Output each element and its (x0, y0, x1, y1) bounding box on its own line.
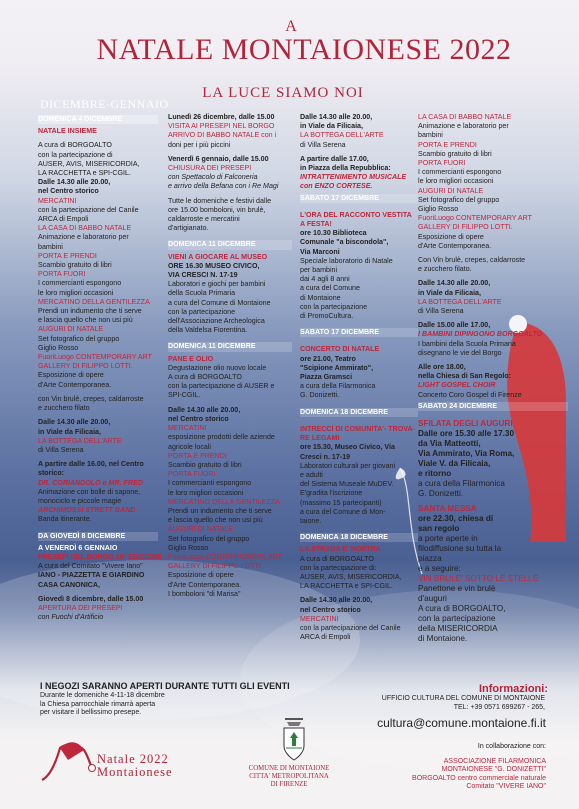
program-line: Prendi un indumento che ti serve (168, 506, 272, 515)
program-line: filodiffusione su tutta la (418, 544, 502, 554)
program-line: A VENERDÌ 6 GENNAIO (38, 543, 118, 552)
program-line: esposizione prodotti delle aziende (168, 433, 275, 442)
program-column-1 (38, 113, 162, 622)
program-line: a cura del Comune di Montaione (168, 298, 271, 307)
program-line: Dalle 14.30 alle 20.00, (38, 178, 111, 187)
program-line: e adulti (300, 470, 323, 479)
program-line: AUGURI DI NATALE (168, 525, 234, 534)
program-line: ore 21.00, Teatro (300, 354, 356, 363)
program-line: Set fotografico del gruppo (168, 534, 250, 543)
program-line: A cura del Comitato "Vivere Iano" (38, 562, 143, 571)
program-line: ore 10.30 Biblioteca (300, 229, 367, 238)
program-line: I bomboloni "di Marisa" (168, 589, 241, 598)
program-line: doni per i più piccini (168, 140, 231, 149)
program-line: FuoriLuogo CONTEMPORARY ART (38, 353, 152, 362)
program-line: a cura del Comune di Mon- (300, 507, 386, 516)
collab-line: In collaborazione con: (477, 743, 546, 750)
program-line: nel Centro storico (168, 414, 229, 423)
program-line: I commercianti espongono (38, 279, 122, 288)
program-line: Via Ammirato, Via Roma, (418, 449, 515, 459)
program-line: DOMENICA 11 DICEMBRE (168, 240, 292, 249)
program-line: VISITA AI PRESEPI NEL BORGO (168, 122, 275, 131)
program-line: Giglio Rosso (168, 543, 209, 552)
notice-body (40, 692, 165, 718)
subtitle: LA LUCE SIAMO NOI (202, 85, 364, 101)
program-line: Dalle 14.30 alle 20.00, (38, 418, 111, 427)
program-line: e ritorno (418, 469, 452, 479)
program-line: PORTA FUORI (168, 470, 216, 479)
program-line: per bambini (300, 266, 338, 275)
program-line: FuoriLuogo CONTEMPORARY ART (418, 214, 532, 223)
program-line: Comunale "a biscondola", (300, 238, 389, 247)
program-line: DR. CORIANDOLO e MR. FRED (38, 478, 143, 487)
program-line: Con Vin brulè, crepes, caldarroste (418, 256, 526, 265)
program-line: Esposizione di opere (168, 571, 234, 580)
program-line: FuoriLuogo CONTEMPORARY ART (168, 552, 282, 561)
program-line: con la partecipazione (168, 307, 236, 316)
program-line: con la partecipazione del Canile (300, 623, 401, 632)
program-line: PANE E OLIO (168, 354, 214, 363)
program-line: in Viale da Filicaia, (38, 427, 101, 436)
program-line: Set fotografico del gruppo (38, 334, 120, 343)
program-line: LA RACCHETTA e SPI-CGIL. (300, 582, 393, 591)
shops-open-notice: I NEGOZI SARANNO APERTI DURANTE TUTTI GLI EVENTI (40, 681, 290, 691)
program-line: SABATO 17 DICEMBRE (300, 328, 418, 337)
info-line: UFFICIO CULTURA DEL COMUNE DI MONTAIONE (381, 695, 545, 702)
program-line: bambini (38, 242, 63, 251)
program-line: DOMENICA 18 DICEMBRE (300, 408, 418, 417)
program-line: GALLERY DI FILIPPO LOTTI. (38, 362, 133, 371)
program-line: SABATO 17 DICEMBRE (300, 194, 418, 203)
program-line: ore 15.30, Museo Civico, Via (300, 443, 395, 452)
collab-line: Comitato "VIVERE IANO" (466, 783, 546, 791)
program-line: Concerto Coro Gospel di Firenze (418, 390, 522, 399)
program-line: con Fuochi d'Artificio (38, 613, 104, 622)
program-line: con ENZO CORTESE. (300, 182, 373, 191)
program-column-3 (300, 113, 418, 642)
program-line: PRESEPI NEL BORGO 16° EDIZIONE (38, 552, 162, 561)
spacer (300, 401, 418, 406)
info-line: TEL: +39 0571 699267 - 265, (453, 703, 545, 711)
program-line: G. Donizetti. (418, 489, 464, 499)
program-line: ARCHIMOSSI STRETT BAND (38, 506, 136, 515)
program-column-4 (418, 113, 568, 644)
program-line: SABATO 24 DICEMBRE (418, 402, 568, 411)
notice-line: Durante le domeniche 4-11-18 dicembre (40, 692, 165, 699)
program-line: ORE 16.30 MUSEO CIVICO, (168, 261, 260, 270)
program-line: della MISERICORDIA (418, 624, 498, 634)
program-line: agricole locali (168, 442, 211, 451)
program-line: con la partecipazione (418, 614, 496, 624)
program-line: DA GIOVEDÌ 8 DICEMBRE (38, 532, 158, 541)
program-line: dell'Associazione Archeologica (168, 317, 265, 326)
program-line: con la partecipazione di: (300, 563, 377, 572)
program-line: SFILATA DEGLI AUGURI (418, 419, 513, 429)
program-line: DOMENICA 18 DICEMBRE (300, 533, 418, 542)
program-line: SPI-CGIL. (168, 391, 201, 400)
program-line: CASA CANONICA, (38, 580, 101, 589)
program-line: con la partecipazione (300, 302, 368, 311)
program-line: MERCATINO DELLA GENTILEZZA (38, 297, 150, 306)
program-line: INTRATTENIMENTO MUSICALE (300, 173, 407, 182)
info-heading: Informazioni: (478, 683, 548, 695)
crest-caption (233, 765, 345, 790)
program-line: AUSER, AVIS, MISERICORDIA, (38, 159, 140, 168)
program-line: bambini (418, 131, 443, 140)
program-line: A FESTA! (300, 220, 332, 229)
program-line: piazza (418, 554, 442, 564)
collaboration-block (372, 743, 546, 792)
program-line: di Villa Serena (418, 307, 464, 316)
program-line: Giglio Rosso (418, 205, 459, 214)
program-line: Dalle 14.30 alle 20.00, (168, 405, 241, 414)
program-line: di Montaione (300, 293, 341, 302)
program-line: Laboratori e giochi per bambini (168, 280, 266, 289)
program-line: in Viale da Filicaia, (418, 288, 481, 297)
logo-line: Montaionese (97, 765, 173, 779)
program-line: I commercianti espongono (168, 479, 252, 488)
program-line: MERCATINI (300, 614, 339, 623)
program-line: A cura di BORGOALTO, (418, 604, 506, 614)
program-line: con Spettacolo di Falconeria (168, 173, 258, 182)
program-line: PORTA FUORI (38, 270, 86, 279)
program-line: e zucchero filato. (418, 265, 472, 274)
info-lines (300, 695, 545, 712)
program-line: d'Arte Contemporanea. (38, 380, 112, 389)
program-line: A partire dalle 16.00, nel Centro (38, 460, 144, 469)
program-line: VIN BRULE' SOTTO LE STELLE (418, 574, 539, 584)
program-line: con la partecipazione di AUSER e (168, 382, 275, 391)
program-line: d'auguri (418, 594, 447, 604)
program-line: Lunedì 26 dicembre, dalle 15.00 (168, 113, 275, 121)
program-line: ore 15.00 bomboloni, vin brulè, (168, 205, 266, 214)
program-column-2 (168, 113, 292, 599)
program-line: a cura della Filarmonica (418, 479, 505, 489)
program-line: AUSER, AVIS, MISERICORDIA, (300, 572, 402, 581)
logo-line: Natale 2022 (97, 752, 169, 766)
program-line: LA CASA DI BABBO NATALE (38, 224, 132, 233)
page-title: NATALE MONTAIONESE 2022 (96, 33, 512, 66)
program-line: Piazza Gramsci (300, 373, 353, 382)
program-line: e lascia quello che non usi più (38, 316, 133, 325)
program-line: Animazione e laboratorio per (418, 122, 509, 131)
program-line: Dalle 14.30 alle 20.00, (300, 113, 373, 121)
program-line: CONCERTO DI NATALE (300, 345, 380, 354)
program-line: d'artigianato. (168, 224, 209, 233)
program-line: ARCA di Empoli (38, 215, 89, 224)
program-line: Set fotografico del gruppo (418, 195, 500, 204)
spacer (168, 233, 292, 238)
program-line: di PromoCultura. (300, 312, 354, 321)
program-line: Dalle 14.30 alle 20.00, (418, 279, 491, 288)
program-line: Esposizione di opere (418, 232, 484, 241)
program-line: d'Arte Contemporanea. (418, 241, 492, 250)
crest-line: DI FIRENZE (270, 781, 308, 789)
program-line: CHIUSURA DEI PRESEPI (168, 164, 252, 173)
program-line: della Valdelsa Fiorentina. (168, 326, 248, 335)
collab-line: BORGOALTO centro commerciale naturale (412, 774, 546, 782)
program-line: del Sistema Museale MuDEV. (300, 480, 394, 489)
program-line: APERTURA DEI PRESEPI (38, 603, 123, 612)
program-line: e a seguire: (418, 564, 461, 574)
program-line: nel Centro storico (300, 605, 361, 614)
spacer (300, 526, 418, 531)
program-line: INTRECCI DI COMUNITA'- TROVA- (300, 424, 415, 433)
pre-title: A (285, 18, 297, 35)
program-line: PORTA E PRENDI (38, 251, 97, 260)
program-line: "Scipione Ammirato", (300, 363, 374, 372)
program-line: DOMENICA 4 DICEMBRE (38, 115, 158, 124)
program-line: AUGURI DI NATALE (418, 186, 484, 195)
program-line: VIA CRESCI N. 17-19 (168, 271, 238, 280)
program-line: Dalle ore 15.30 alle 17.30 (418, 429, 515, 439)
notice-line: per visitare il bellissimo presepe. (40, 709, 142, 717)
program-line: storico: (38, 469, 65, 478)
program-line: Via Marconi (300, 247, 340, 256)
program-line: L'ORA DEL RACCONTO VESTITA (300, 210, 412, 219)
program-line: LA BOTTEGA DELL'ARTE (300, 131, 384, 140)
program-line: AUGURI DI NATALE (38, 325, 104, 334)
program-line: Scambio gratuito di libri (418, 149, 492, 158)
program-line: PORTA E PRENDI (168, 451, 227, 460)
program-line: san regolo (418, 524, 460, 534)
program-line: Speciale laboratorio di Natale (300, 256, 393, 265)
program-line: PORTA E PRENDI (418, 140, 477, 149)
program-line: taione. (300, 516, 322, 525)
program-line: le loro migliori occasioni (38, 288, 114, 297)
program-line: monociclo e piccole magie (38, 496, 122, 505)
program-line: ARRIVO DI BABBO NATALE con i (168, 131, 277, 140)
program-line: da Via Matteotti, (418, 439, 481, 449)
notice-line: la Chiesa parrocchiale rimarrà aperta (40, 700, 156, 708)
program-line: Degustazione olio nuovo locale (168, 363, 267, 372)
program-line: LIGHT GOSPEL CHOIR (418, 381, 496, 390)
program-line: di Villa Serena (300, 140, 346, 149)
program-line: (massimo 15 partecipanti) (300, 498, 382, 507)
program-line: con Vin brulè, crepes, caldarroste (38, 394, 144, 403)
crest-line: CITTA' METROPOLITANA (249, 773, 329, 781)
program-line: a cura della Filarmonica (300, 382, 376, 391)
program-line: Viale V. da Filicaia, (418, 459, 491, 469)
municipality-crest-icon (281, 716, 307, 767)
program-line: Scambio gratuito di libri (168, 460, 242, 469)
program-line: in Piazza della Repubblica: (300, 164, 391, 173)
program-line: MERCATINI (168, 424, 207, 433)
spacer (168, 335, 292, 340)
program-line: MERCATINO DELLA GENTILEZZA (168, 497, 280, 506)
program-line: E'gradita l'iscrizione (300, 489, 363, 498)
program-line: dai 4 agli 8 anni (300, 275, 350, 284)
program-line: ARCA di Empoli (300, 633, 351, 642)
program-line: Prendi un indumento che ti serve (38, 307, 142, 316)
program-line: con la partecipazione di (38, 150, 113, 159)
program-line: NATALE INSIEME (38, 127, 97, 136)
program-line: e arrivo della Befana con i Re Magi (168, 182, 279, 191)
program-line: SANTA MESSA (418, 504, 477, 514)
collab-line: MONTAIONESE "G. DONIZETTI" (441, 766, 546, 774)
program-line: I commercianti espongono (418, 168, 502, 177)
program-line: Dalle 15.00 alle 17.00, (418, 321, 491, 330)
program-line: VIENI A GIOCARE AL MUSEO (168, 252, 268, 261)
program-line: di Villa Serena (38, 445, 84, 454)
program-line: LA STRADA E' NOSTRA (300, 545, 381, 554)
contact-email[interactable]: cultura@comune.montaione.fi.it (377, 716, 546, 730)
program-line: Cresci n. 17-19 (300, 452, 351, 461)
program-line: Giglio Rosso (38, 343, 79, 352)
program-line: Tutte le domeniche e festivi dalle (168, 196, 272, 205)
program-line: nella Chiesa di San Regolo: (418, 372, 512, 381)
program-line: A cura di BORGOALTO (168, 373, 242, 382)
program-line: DOMENICA 11 DICEMBRE (168, 342, 292, 351)
program-line: Banda itinerante. (38, 515, 92, 524)
program-line: IANO - PIAZZETTA E GIARDINO (38, 571, 145, 580)
program-line: disegnano le vie del Borgo (418, 348, 502, 357)
program-line: le loro migliori occasioni (168, 488, 244, 497)
program-line: G. Donizetti. (300, 391, 340, 400)
program-line: Alle ore 18.00, (418, 363, 466, 372)
natale-logo-icon (38, 738, 98, 788)
program-line: caldarroste e mercatini (168, 215, 240, 224)
program-line: in Viale da Filicaia, (300, 122, 363, 131)
program-line: ore 22.30, chiesa di (418, 514, 494, 524)
program-line: MERCATINI (38, 196, 77, 205)
program-line: d'Arte Contemporanea. (168, 580, 242, 589)
collab-line: ASSOCIAZIONE FILARMONICA (443, 757, 546, 765)
period-label: DICEMBRE-GENNAIO (40, 97, 169, 111)
program-line: Dalle 14.30 alle 20.00, (300, 596, 373, 605)
spacer (38, 525, 158, 530)
program-line: di Montaione. (418, 634, 468, 644)
program-line: Animazione e laboratorio per (38, 233, 129, 242)
program-line: PORTA FUORI (418, 159, 466, 168)
program-line: A partire dalle 17.00, (300, 154, 369, 163)
program-line: a porte aperte in (418, 534, 478, 544)
program-line: A cura di BORGOALTO (300, 554, 374, 563)
program-line: Animazione con bolle di sapone, (38, 487, 141, 496)
program-line: LA RACCHETTA e SPI-CGIL. (38, 169, 131, 178)
program-line: Venerdì 6 gennaio, dalle 15.00 (168, 154, 269, 163)
program-line: GALLERY DI FILIPPO LOTTI. (168, 562, 263, 571)
program-line: e lascia quello che non usi più (168, 516, 263, 525)
program-line: I BAMBINI DIPINGONO BORGOALTO (418, 330, 543, 339)
program-line: Panettone e vin brulè (418, 584, 496, 594)
program-line: GALLERY DI FILIPPO LOTTI. (418, 223, 513, 232)
program-line: Esposizione di opere (38, 371, 104, 380)
program-line: le loro migliori occasioni (418, 177, 494, 186)
program-line: I bambini della Scuola Primaria (418, 339, 516, 348)
program-line: con la partecipazione del Canile (38, 205, 139, 214)
program-line: RE LEGAMI (300, 434, 340, 443)
spacer (300, 321, 418, 326)
program-line: nel Centro storico (38, 187, 99, 196)
program-line: della Scuola Primaria (168, 289, 236, 298)
program-line: A cura di BORGOALTO (38, 141, 112, 150)
program-line: a cura del Comune (300, 284, 360, 293)
program-line: LA BOTTEGA DELL'ARTE (38, 436, 122, 445)
crest-line: COMUNE DI MONTAIONE (248, 765, 330, 772)
event-logo-text (97, 753, 173, 779)
program-line: Giovedì 8 dicembre, dalle 15.00 (38, 594, 144, 603)
program-line: e zucchero filato (38, 404, 90, 413)
program-line: Laboratori culturali per giovani (300, 461, 396, 470)
program-line: LA BOTTEGA DELL'ARTE (418, 297, 502, 306)
program-line: Scambio gratuito di libri (38, 261, 112, 270)
program-line: LA CASA DI BABBO NATALE (418, 113, 512, 121)
